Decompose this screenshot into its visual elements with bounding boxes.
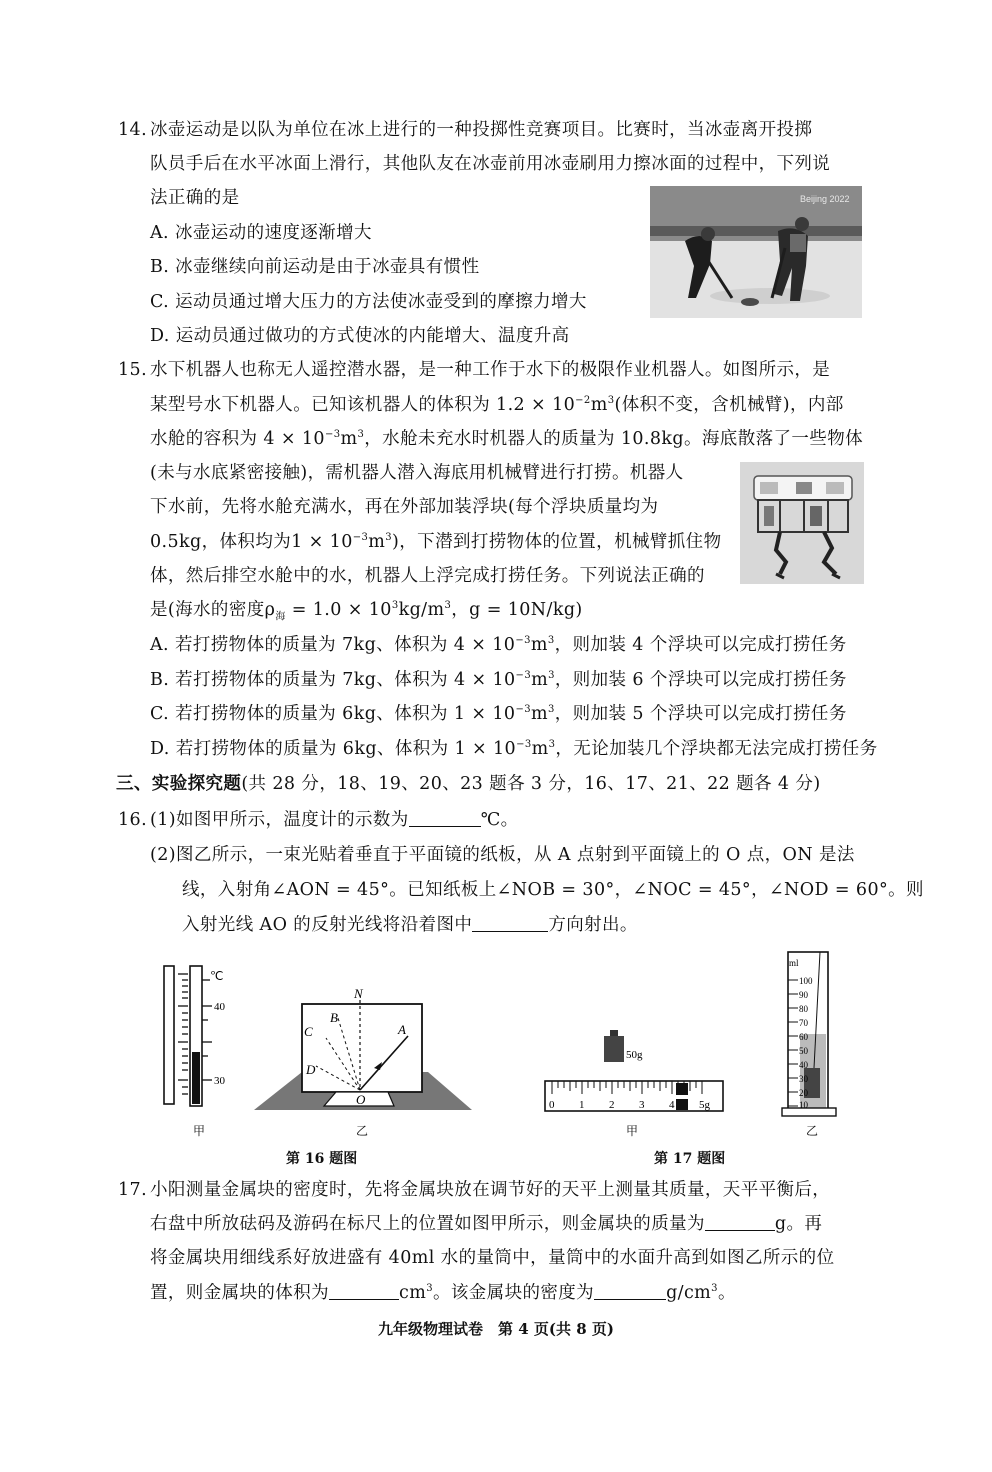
thermometer-tick-30: 30 — [214, 1075, 225, 1087]
weight-50g — [600, 1028, 660, 1068]
cyl-tick-30: 30 — [799, 1074, 808, 1084]
q14-option-c: C. 运动员通过增大压力的方法使冰壶受到的摩擦力增大 — [150, 292, 587, 312]
q15-option-c: C. 若打捞物体的质量为 6kg、体积为 $1 \times 10^{-3}m^3$，则加装 5 个浮块可以完成打捞任务 — [150, 704, 847, 724]
label-D: D — [306, 1062, 316, 1077]
q15-stem-line-6: 0.5kg，体积均为$1 \times 10^{-3}m^3$)，下潜到打捞物体的位置，机械臂抓住物 — [150, 532, 722, 552]
weight-label: 50g — [626, 1049, 643, 1061]
q15-stem-line-7: 体，然后排空水舱中的水，机器人上浮完成打捞任务。下列说法正确的 — [150, 566, 705, 586]
q17-line-2: 右盘中所放砝码及游码在标尺上的位置如图甲所示，则金属块的质量为 g。再 — [150, 1214, 823, 1234]
photo-watermark: Beijing 2022 — [800, 194, 850, 204]
thermometer-tick-40: 40 — [214, 1001, 225, 1013]
q16-part2-line-1: (2)图乙所示，一束光贴着垂直于平面镜的纸板，从 A 点射到平面镜上的 O 点，ON 是法 — [150, 845, 855, 865]
balance-scale-ruler — [544, 1080, 726, 1114]
scale-tick-1: 1 — [579, 1099, 585, 1111]
q15-option-d: D. 若打捞物体的质量为 6kg、体积为 $1 \times 10^{-3}m^3$，无论加装几个浮块都无法完成打捞任务 — [150, 739, 878, 759]
q17-figure-caption: 第 17 题图 — [654, 1151, 726, 1167]
q16-part1: (1)如图甲所示，温度计的示数为 ℃。 — [150, 810, 519, 830]
q15-option-b: B. 若打捞物体的质量为 7kg、体积为 $4 \times 10^{-3}m^3$，则加装 6 个浮块可以完成打捞任务 — [150, 670, 847, 690]
scale-tick-5g: 5g — [699, 1099, 710, 1111]
q16-fig-label-yi: 乙 — [356, 1124, 369, 1138]
q14-stem-line-1: 冰壶运动是以队为单位在冰上进行的一种投掷性竞赛项目。比赛时，当冰壶离开投掷 — [150, 120, 813, 140]
q16-part2-line-3: 入射光线 AO 的反射光线将沿着图中 方向射出。 — [182, 915, 638, 935]
q15-stem-line-3: 水舱的容积为 $4 \times 10^{-3}m^3$，水舱未充水时机器人的质量为 10.8kg。海底散落了一些物体 — [150, 429, 863, 449]
cyl-tick-40: 40 — [799, 1060, 808, 1070]
q14-option-d: D. 运动员通过做功的方式使冰的内能增大、温度升高 — [150, 326, 570, 346]
q15-stem-line-8: 是(海水的密度$\rho_海 = 1.0 \times 10^3kg/m^3$，g = 10N/kg) — [150, 600, 583, 623]
q17-density-blank[interactable] — [594, 1281, 666, 1300]
scale-tick-0: 0 — [549, 1099, 555, 1111]
label-N: N — [354, 986, 363, 1001]
q16-answer-blank-2[interactable] — [472, 913, 548, 932]
q14-stem-line-2: 队员手后在水平冰面上滑行，其他队友在冰壶前用冰壶刷用力擦冰面的过程中，下列说 — [150, 154, 831, 174]
q14-option-a: A. 冰壶运动的速度逐渐增大 — [150, 223, 372, 243]
label-A: A — [398, 1022, 406, 1037]
q15-stem-line-2: 某型号水下机器人。已知该机器人的体积为 $1.2 \times 10^{-2}m^3$(体积不变，含机械臂)，内部 — [150, 395, 844, 415]
label-B: B — [330, 1010, 338, 1025]
underwater-robot-photo — [740, 462, 864, 584]
cyl-tick-60: 60 — [799, 1032, 808, 1042]
label-C: C — [304, 1024, 313, 1039]
measuring-cylinder — [780, 950, 842, 1120]
page-footer: 九年级物理试卷 第 4 页(共 8 页) — [378, 1320, 614, 1338]
thermometer-figure — [160, 962, 240, 1112]
thermometer-unit: ℃ — [210, 969, 224, 983]
q17-line-4: 置，则金属块的体积为 $cm^3$。该金属块的密度为 $g/cm^3$。 — [150, 1283, 736, 1303]
cyl-tick-100: 100 — [799, 976, 813, 986]
q16-fig-label-jia: 甲 — [193, 1124, 206, 1138]
q15-number: 15. — [118, 360, 148, 380]
q17-fig-label-yi: 乙 — [806, 1124, 819, 1138]
scale-tick-2: 2 — [609, 1099, 615, 1111]
q17-line-3: 将金属块用细线系好放进盛有 40ml 水的量筒中，量筒中的水面升高到如图乙所示的位 — [150, 1248, 835, 1268]
q17-line-1: 小阳测量金属块的密度时，先将金属块放在调节好的天平上测量其质量，天平平衡后， — [150, 1180, 831, 1200]
cyl-tick-50: 50 — [799, 1046, 808, 1056]
q17-number: 17. — [118, 1180, 148, 1200]
cyl-tick-70: 70 — [799, 1018, 808, 1028]
q16-part2-line-2: 线，入射角∠AON = 45°。已知纸板上∠NOB = 30°，∠NOC = 45°，∠NOD = 60°。则 — [182, 880, 924, 900]
q14-option-b: B. 冰壶继续向前运动是由于冰壶具有惯性 — [150, 257, 480, 277]
curling-photo — [650, 186, 862, 318]
cyl-tick-10: 10 — [799, 1100, 808, 1110]
q15-stem-line-1: 水下机器人也称无人遥控潜水器，是一种工作于水下的极限作业机器人。如图所示，是 — [150, 360, 831, 380]
cyl-tick-80: 80 — [799, 1004, 808, 1014]
q15-stem-line-4: (未与水底紧密接触)，需机器人潜入海底用机械臂进行打捞。机器人 — [150, 463, 684, 483]
cyl-tick-20: 20 — [799, 1088, 808, 1098]
mirror-board-figure — [252, 984, 474, 1112]
cyl-tick-90: 90 — [799, 990, 808, 1000]
q17-fig-label-jia: 甲 — [626, 1124, 639, 1138]
scale-tick-4: 4 — [669, 1099, 675, 1111]
q14-stem-line-3: 法正确的是 — [150, 188, 240, 208]
q17-volume-blank[interactable] — [329, 1281, 399, 1300]
q14-number: 14. — [118, 120, 148, 140]
cylinder-unit: ml — [789, 958, 799, 968]
q15-stem-line-5: 下水前，先将水舱充满水，再在外部加装浮块(每个浮块质量均为 — [150, 497, 659, 517]
q17-mass-blank[interactable] — [705, 1212, 775, 1231]
q16-figure-caption: 第 16 题图 — [286, 1151, 358, 1167]
q16-number: 16. — [118, 810, 148, 830]
scale-tick-3: 3 — [639, 1099, 645, 1111]
q15-option-a: A. 若打捞物体的质量为 7kg、体积为 $4 \times 10^{-3}m^3$，则加装 4 个浮块可以完成打捞任务 — [150, 635, 847, 655]
section-3-heading: 三、实验探究题(共 28 分，18、19、20、23 题各 3 分，16、17、21、22 题各 4 分) — [116, 774, 821, 794]
q16-answer-blank-1[interactable] — [409, 808, 481, 827]
label-O: O — [356, 1092, 366, 1107]
